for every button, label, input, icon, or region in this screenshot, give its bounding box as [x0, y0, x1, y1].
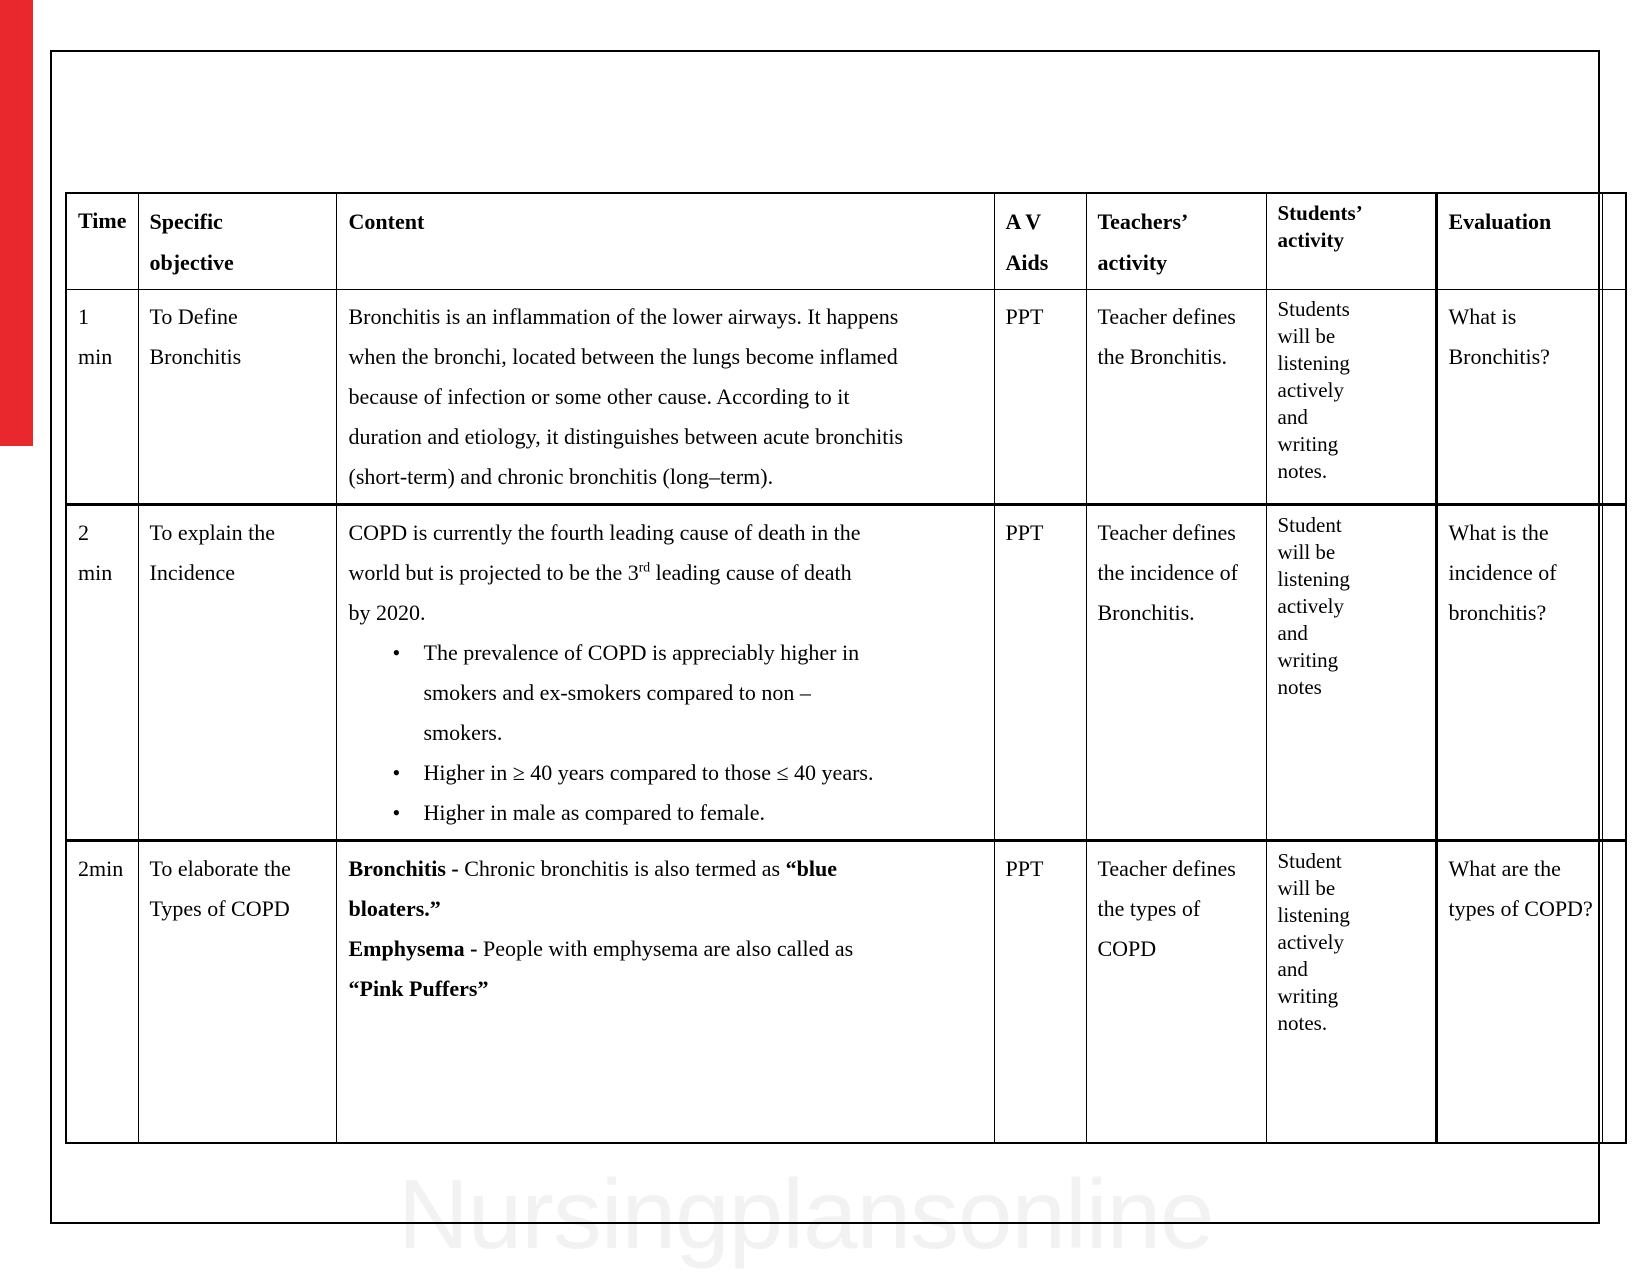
text-line: will be	[1277, 324, 1336, 348]
text-line: (short-term) and chronic bronchitis (long–term).	[348, 464, 774, 489]
cell-students-row1	[1266, 290, 1436, 505]
cell-spacer-row2	[1602, 505, 1626, 841]
cell-av-row1	[994, 290, 1086, 505]
text-line: Bronchitis.	[1097, 600, 1195, 625]
text-line: and	[1277, 957, 1308, 981]
text-line: What is	[1448, 304, 1517, 329]
lesson-plan-table	[65, 192, 1627, 1144]
cell-time-row3	[66, 841, 138, 1143]
cell-teachers-row3	[1086, 841, 1266, 1143]
text-line: What is the	[1448, 520, 1549, 545]
text-line: the Bronchitis.	[1097, 344, 1228, 369]
text-line: notes.	[1277, 1011, 1328, 1035]
text-line: Types of COPD	[149, 896, 290, 921]
text-line: What are the	[1448, 856, 1561, 881]
text-line: 2	[78, 520, 89, 545]
cell-time-row1	[66, 290, 138, 505]
text-line: Students	[1277, 297, 1350, 321]
column-header-content	[336, 193, 994, 290]
cell-students-row3	[1266, 841, 1436, 1143]
text-line: smokers.	[423, 720, 503, 745]
text-line: To elaborate the	[149, 856, 291, 881]
text-line: To explain the	[149, 520, 276, 545]
text-line: 2min	[78, 856, 124, 881]
text-line: min	[78, 344, 113, 369]
text-line: smokers and ex-smokers compared to non –	[423, 680, 811, 705]
text-line: PPT	[1005, 520, 1044, 545]
text-line: “Pink Puffers”	[348, 976, 489, 1001]
text-line: writing	[1277, 984, 1339, 1008]
text-line: because of infection or some other cause. According to it	[348, 384, 850, 409]
text-line: and	[1277, 405, 1308, 429]
cell-av-row3	[994, 841, 1086, 1143]
cell-objective-row2	[138, 505, 336, 841]
text-line: Time	[78, 208, 127, 233]
text-line: writing	[1277, 648, 1339, 672]
cell-objective-row1	[138, 290, 336, 505]
text-line: Incidence	[149, 560, 235, 585]
text-line: 1	[78, 304, 89, 329]
text-line: activity	[1277, 228, 1344, 252]
cell-time-row2	[66, 505, 138, 841]
cell-content-row1	[336, 290, 994, 505]
text-line: Aids	[1005, 250, 1049, 275]
text-line: bronchitis?	[1448, 600, 1547, 625]
cell-spacer-row1	[1602, 290, 1626, 505]
cell-eval-row3	[1436, 841, 1602, 1143]
text-line: Bronchitis is an inflammation of the lower airways. It happens	[348, 304, 899, 329]
cell-content-row2	[336, 505, 994, 841]
text-line: and	[1277, 621, 1308, 645]
text-line: COPD is currently the fourth leading cause of death in the	[348, 520, 861, 545]
text-line: actively	[1277, 930, 1344, 954]
text-line: Student	[1277, 513, 1342, 537]
text-line: listening	[1277, 903, 1350, 927]
column-header-time	[66, 193, 138, 290]
text-line: Bronchitis - Chronic bronchitis is also termed as “blue	[348, 856, 837, 881]
column-header-objective	[138, 193, 336, 290]
text-line: bloaters.”	[348, 896, 441, 921]
text-line: types of COPD?	[1448, 896, 1593, 921]
table-row-1	[66, 290, 1626, 505]
text-line: activity	[1097, 250, 1168, 275]
text-line: writing	[1277, 432, 1339, 456]
text-line: the incidence of	[1097, 560, 1238, 585]
text-line: • Higher in male as compared to female.	[349, 793, 986, 833]
text-line: Emphysema - People with emphysema are also called as	[348, 936, 854, 961]
text-line: incidence of	[1448, 560, 1557, 585]
text-line: COPD	[1097, 936, 1157, 961]
text-line: A V	[1005, 209, 1042, 234]
column-header-students	[1266, 193, 1436, 290]
text-line: Teacher defines	[1097, 520, 1236, 545]
column-header-teachers	[1086, 193, 1266, 290]
text-line: Bronchitis?	[1448, 344, 1550, 369]
text-line: the types of	[1097, 896, 1201, 921]
cell-eval-row2	[1436, 505, 1602, 841]
text-line: Teachers’	[1097, 209, 1189, 234]
text-line: • Higher in ≥ 40 years compared to those ≤ 40 years.	[349, 753, 986, 793]
text-line: Content	[348, 209, 425, 234]
text-line: Bronchitis	[149, 344, 242, 369]
text-line: will be	[1277, 540, 1336, 564]
text-line: by 2020.	[348, 600, 426, 625]
text-line: objective	[149, 250, 234, 275]
table-body	[66, 290, 1626, 1143]
table-row-3	[66, 841, 1626, 1143]
text-line: listening	[1277, 351, 1350, 375]
cell-teachers-row2	[1086, 505, 1266, 841]
cell-av-row2	[994, 505, 1086, 841]
text-line: • The prevalence of COPD is appreciably higher in	[349, 633, 986, 673]
text-line: notes.	[1277, 459, 1328, 483]
column-header-av	[994, 193, 1086, 290]
text-line: Teacher defines	[1097, 304, 1236, 329]
text-line: listening	[1277, 567, 1350, 591]
text-line: Evaluation	[1448, 209, 1552, 234]
text-line: PPT	[1005, 304, 1044, 329]
text-line: duration and etiology, it distinguishes between acute bronchitis	[348, 424, 904, 449]
column-header-spacer	[1602, 193, 1626, 290]
text-line: will be	[1277, 876, 1336, 900]
cell-students-row2	[1266, 505, 1436, 841]
cell-spacer-row3	[1602, 841, 1626, 1143]
red-edge-strip	[0, 0, 33, 446]
text-line: Students’	[1277, 201, 1363, 225]
text-line: world but is projected to be the 3rd leading cause of death	[348, 559, 852, 585]
column-header-eval	[1436, 193, 1602, 290]
text-line: min	[78, 560, 113, 585]
cell-teachers-row1	[1086, 290, 1266, 505]
text-line: actively	[1277, 378, 1344, 402]
table-header	[66, 193, 1626, 290]
cell-content-row3	[336, 841, 994, 1143]
text-line: PPT	[1005, 856, 1044, 881]
text-line: To Define	[149, 304, 238, 329]
header-row	[66, 193, 1626, 290]
text-line: notes	[1277, 675, 1322, 699]
text-line: Specific	[149, 209, 223, 234]
watermark-text: Nursingplansonline	[398, 1159, 1214, 1269]
text-line: when the bronchi, located between the lungs become inflamed	[348, 344, 898, 369]
text-line: Student	[1277, 849, 1342, 873]
cell-objective-row3	[138, 841, 336, 1143]
table-row-2	[66, 505, 1626, 841]
text-line: Teacher defines	[1097, 856, 1236, 881]
cell-eval-row1	[1436, 290, 1602, 505]
text-line: actively	[1277, 594, 1344, 618]
